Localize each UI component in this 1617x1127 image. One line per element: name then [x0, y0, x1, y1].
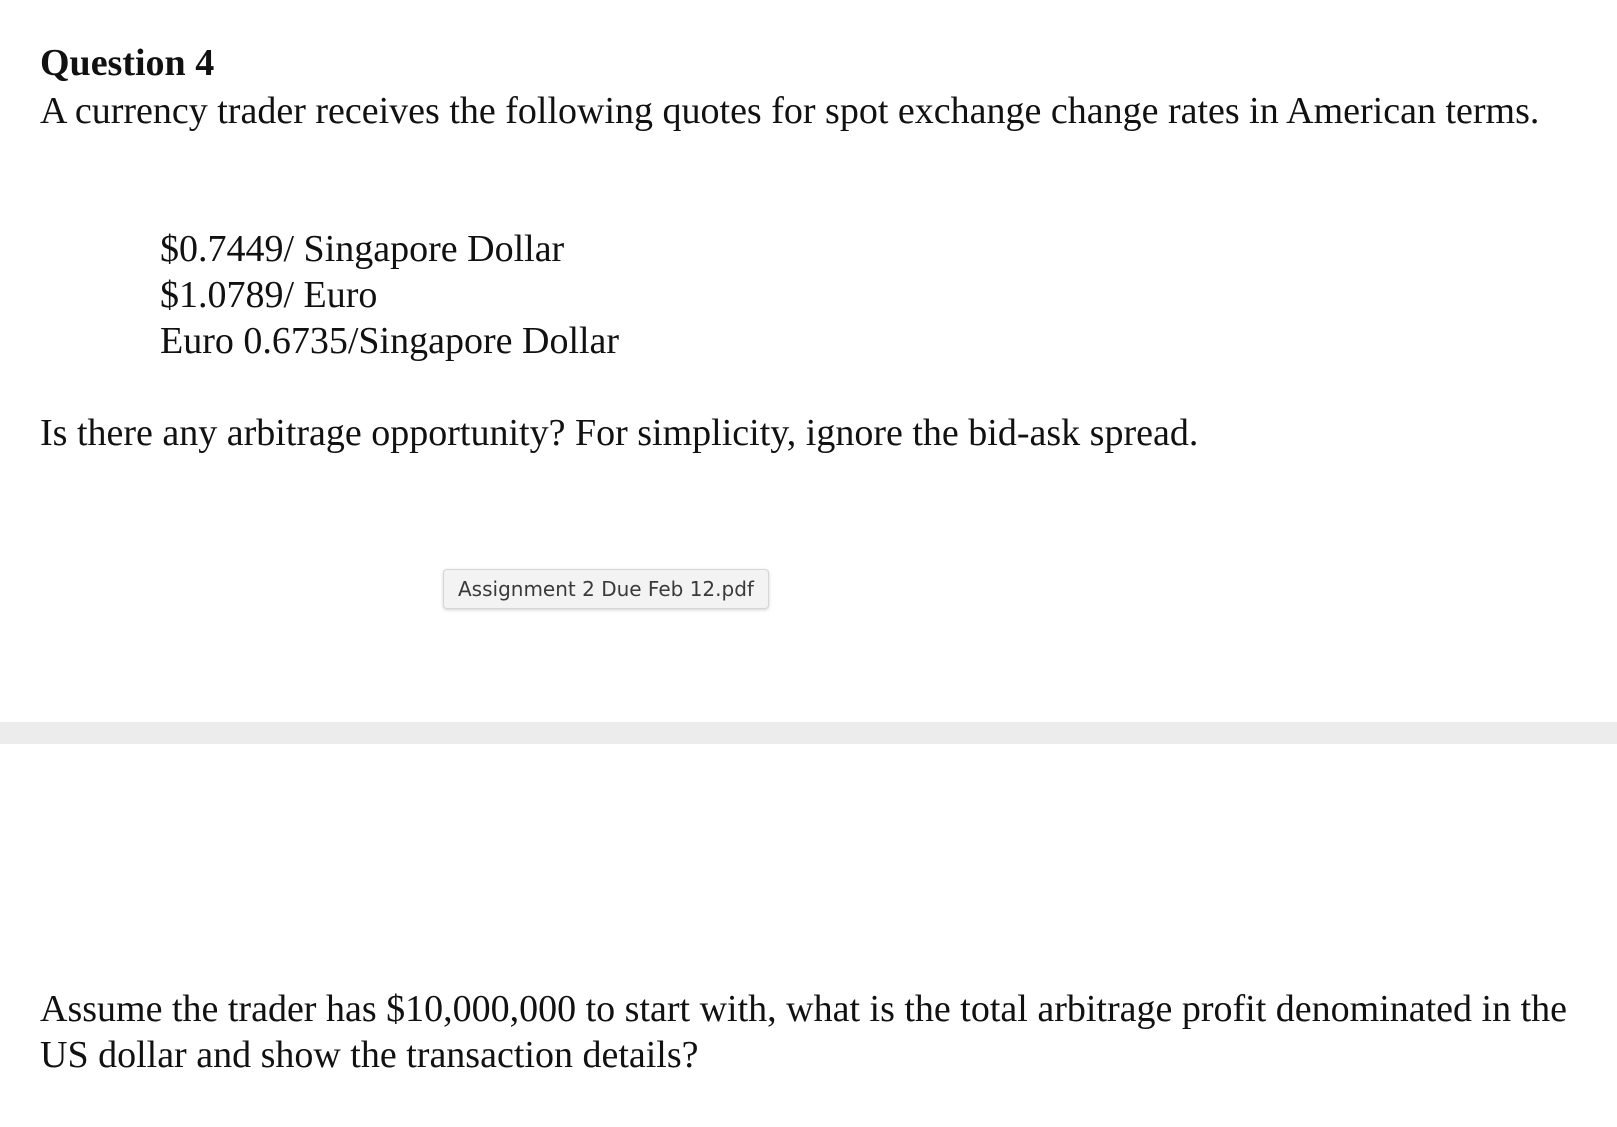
quote-eur-sgd: Euro 0.6735/Singapore Dollar	[160, 320, 620, 362]
question-intro: A currency trader receives the following quotes for spot exchange change rates in American terms.	[40, 90, 1540, 132]
quote-usd-sgd: $0.7449/ Singapore Dollar	[160, 228, 565, 270]
profit-question: Assume the trader has $10,000,000 to start with, what is the total arbitrage profit denominated in the US dollar and show the transaction details?	[40, 988, 1568, 1076]
exchange-rate-quotes	[160, 226, 619, 364]
pdf-attachment-button[interactable]	[443, 569, 769, 609]
question-title: Question 4	[40, 42, 215, 84]
page-separator	[0, 722, 1617, 744]
quote-usd-eur: $1.0789/ Euro	[160, 274, 378, 316]
arbitrage-question: Is there any arbitrage opportunity? For simplicity, ignore the bid-ask spread.	[40, 412, 1199, 454]
attachment-filename: Assignment 2 Due Feb 12.pdf	[458, 577, 754, 601]
